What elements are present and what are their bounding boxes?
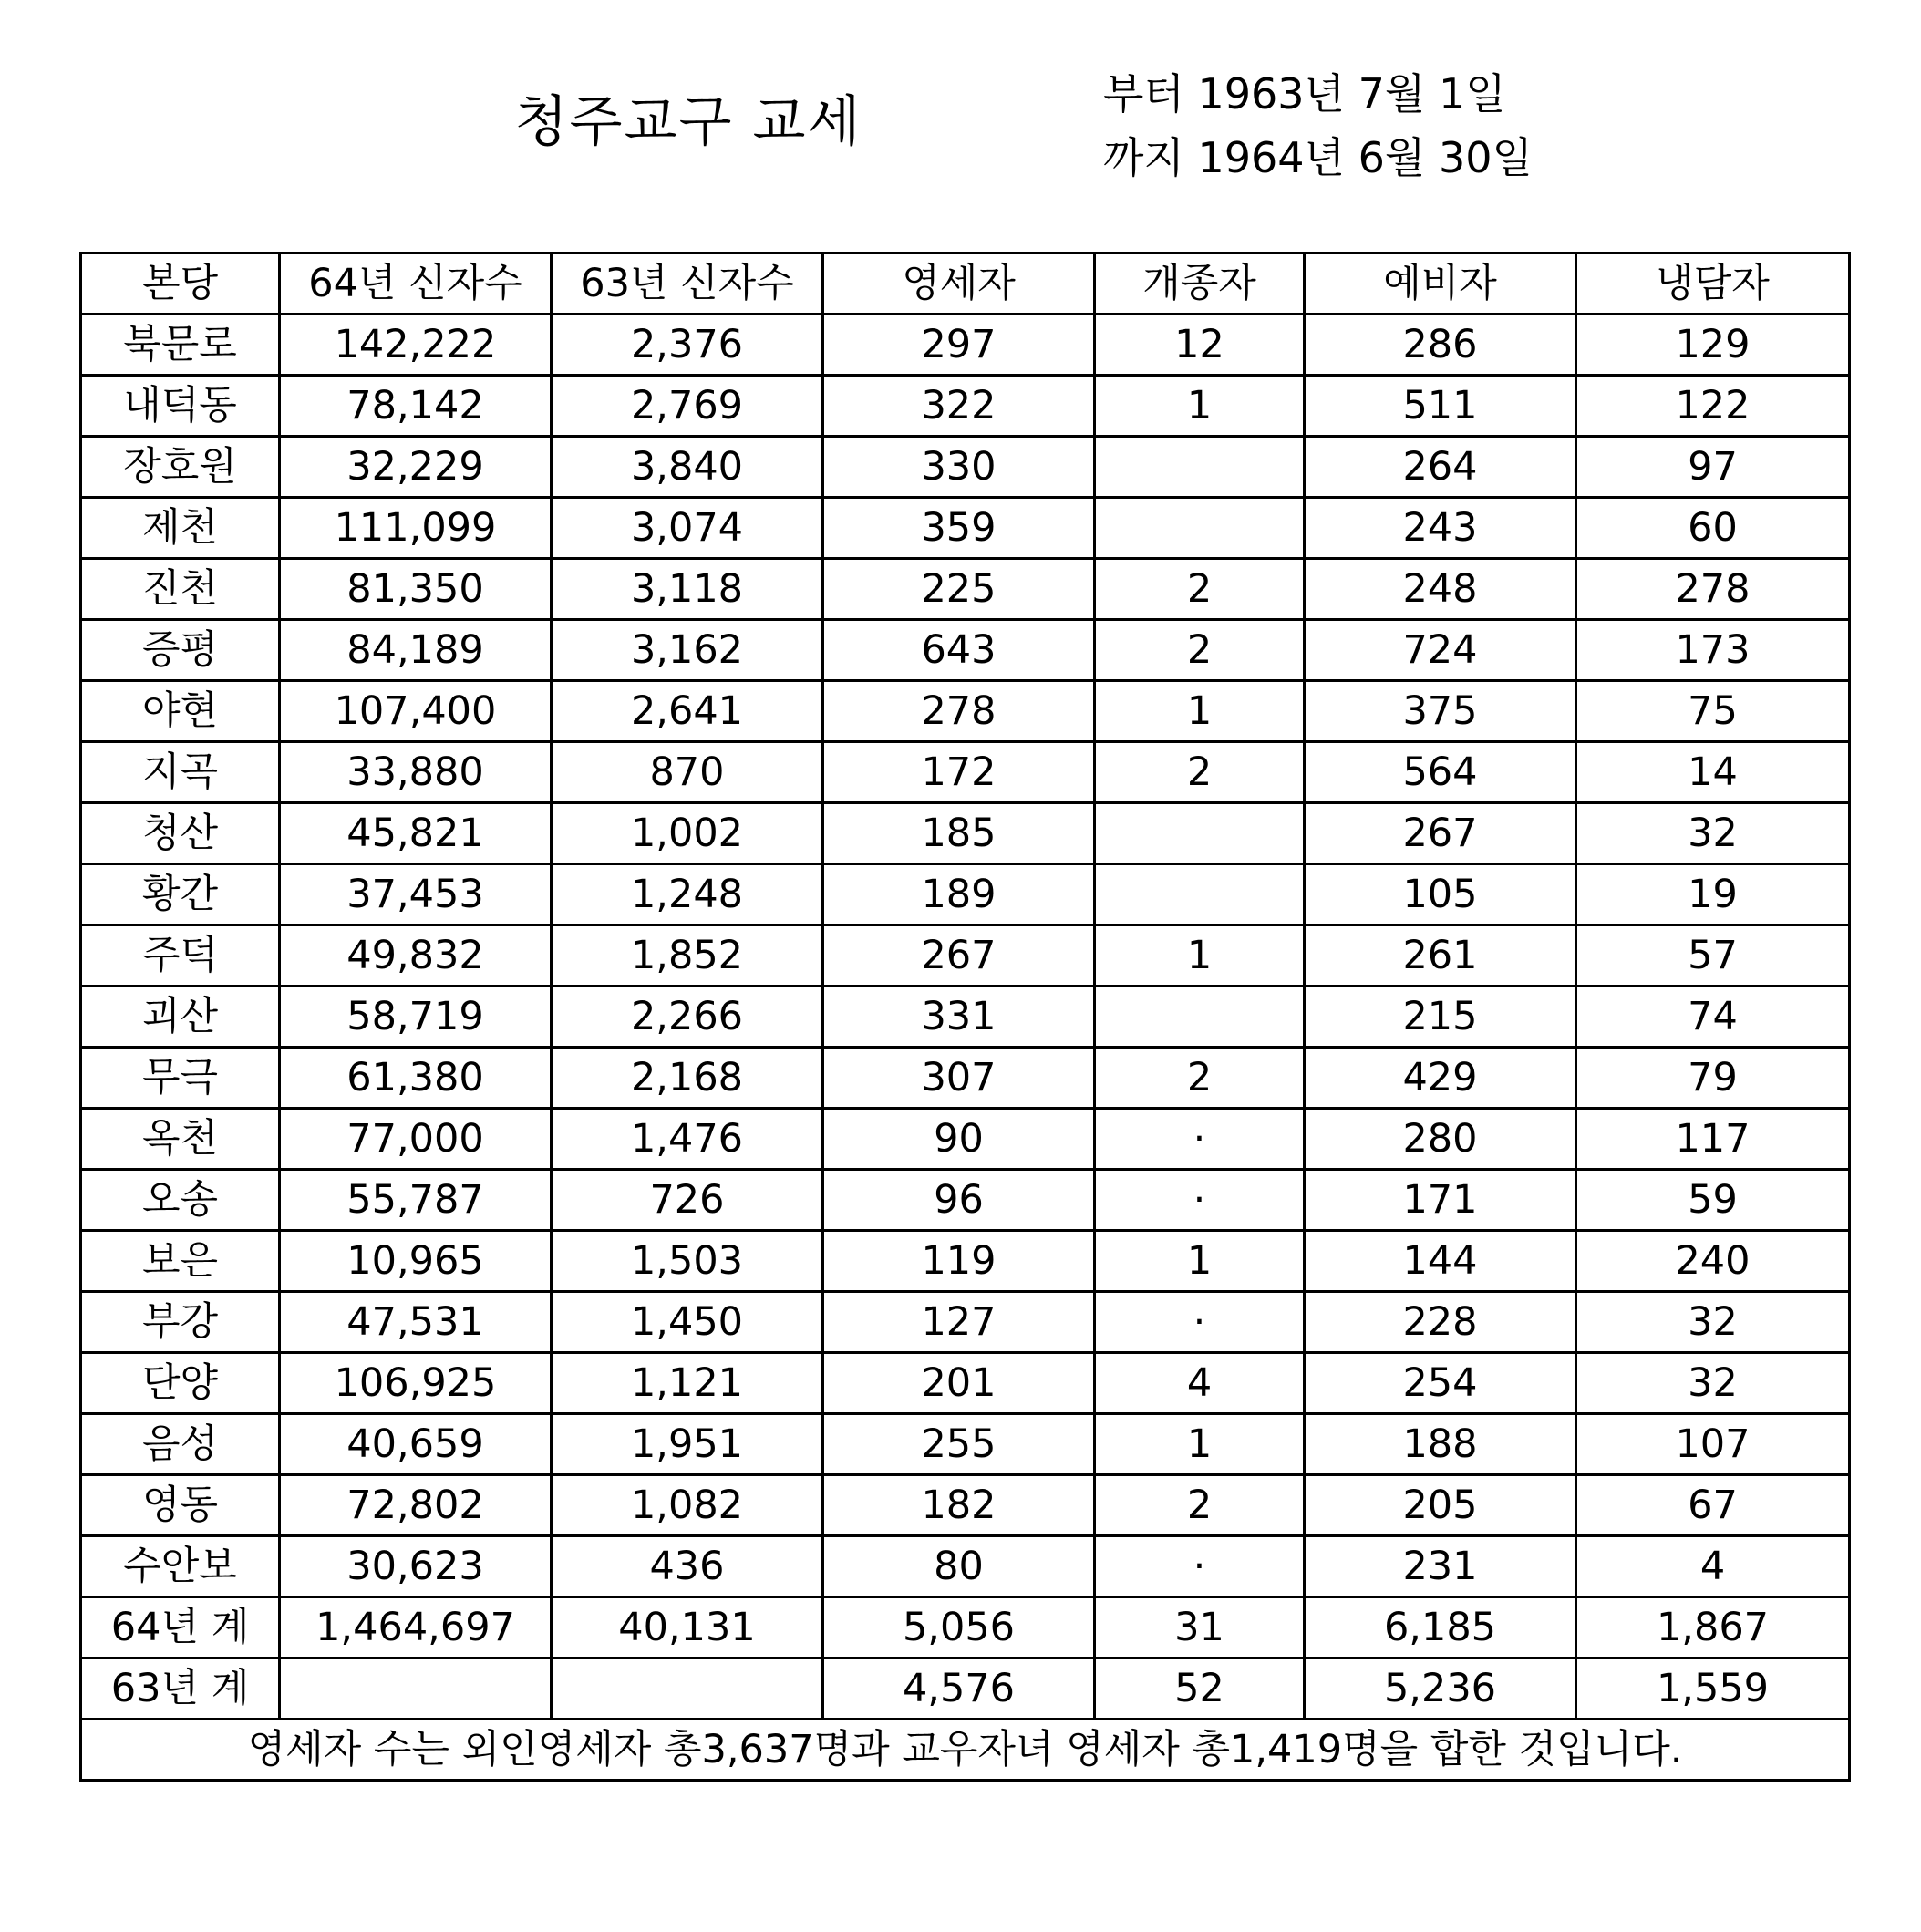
cell-converts: 1 (1095, 925, 1305, 987)
cell-members-63: 1,082 (552, 1475, 823, 1536)
cell-converts (1095, 498, 1305, 559)
cell-parish: 주덕 (81, 925, 280, 987)
cell-catechumens: 205 (1305, 1475, 1576, 1536)
table-row (81, 742, 1850, 803)
cell-baptized: 359 (823, 498, 1095, 559)
table-row (81, 1048, 1850, 1109)
cell-parish: 내덕동 (81, 376, 280, 437)
cell-parish: 무극 (81, 1048, 280, 1109)
cell-members-63: 3,840 (552, 437, 823, 498)
cell-catechumens: 267 (1305, 803, 1576, 864)
cell-catechumens: 375 (1305, 681, 1576, 742)
cell-lapsed: 4 (1576, 1536, 1850, 1597)
cell-parish: 황간 (81, 864, 280, 925)
table-row (81, 315, 1850, 376)
cell-members-63: 726 (552, 1170, 823, 1231)
cell-members-64: 142,222 (280, 315, 552, 376)
header-members-63: 63년 신자수 (552, 253, 823, 315)
page-title: 청주교구 교세 (514, 90, 862, 154)
cell-catechumens: 286 (1305, 315, 1576, 376)
cell-members-63: 1,503 (552, 1231, 823, 1292)
cell-lapsed: 107 (1576, 1414, 1850, 1475)
cell-lapsed: 240 (1576, 1231, 1850, 1292)
cell-catechumens: 6,185 (1305, 1597, 1576, 1658)
cell-members-63: 2,168 (552, 1048, 823, 1109)
table-row (81, 1597, 1850, 1658)
cell-lapsed: 32 (1576, 1292, 1850, 1353)
cell-members-63: 1,951 (552, 1414, 823, 1475)
cell-converts: 4 (1095, 1353, 1305, 1414)
cell-parish: 오송 (81, 1170, 280, 1231)
table-row (81, 1353, 1850, 1414)
table-row (81, 1658, 1850, 1720)
cell-baptized: 185 (823, 803, 1095, 864)
cell-members-64: 107,400 (280, 681, 552, 742)
parish-statistics-table (79, 252, 1851, 1782)
cell-lapsed: 1,559 (1576, 1658, 1850, 1720)
cell-parish: 단양 (81, 1353, 280, 1414)
cell-members-64: 72,802 (280, 1475, 552, 1536)
cell-catechumens: 264 (1305, 437, 1576, 498)
cell-baptized: 307 (823, 1048, 1095, 1109)
cell-baptized: 119 (823, 1231, 1095, 1292)
cell-catechumens: 248 (1305, 559, 1576, 620)
cell-members-63: 2,769 (552, 376, 823, 437)
cell-catechumens: 243 (1305, 498, 1576, 559)
cell-members-64: 10,965 (280, 1231, 552, 1292)
table-row (81, 1109, 1850, 1170)
table-row (81, 864, 1850, 925)
cell-parish: 보은 (81, 1231, 280, 1292)
cell-members-63: 436 (552, 1536, 823, 1597)
cell-parish: 지곡 (81, 742, 280, 803)
cell-converts: · (1095, 1536, 1305, 1597)
cell-converts: 2 (1095, 559, 1305, 620)
cell-converts: · (1095, 1292, 1305, 1353)
cell-parish: 64년 계 (81, 1597, 280, 1658)
cell-catechumens: 511 (1305, 376, 1576, 437)
header-lapsed: 냉담자 (1576, 253, 1850, 315)
table-row (81, 1170, 1850, 1231)
cell-parish: 음성 (81, 1414, 280, 1475)
table-row (81, 987, 1850, 1048)
table-row (81, 681, 1850, 742)
cell-converts: · (1095, 1109, 1305, 1170)
cell-catechumens: 429 (1305, 1048, 1576, 1109)
cell-baptized: 225 (823, 559, 1095, 620)
header-parish: 본당 (81, 253, 280, 315)
cell-lapsed: 1,867 (1576, 1597, 1850, 1658)
cell-converts: 2 (1095, 1048, 1305, 1109)
cell-lapsed: 129 (1576, 315, 1850, 376)
cell-baptized: 330 (823, 437, 1095, 498)
cell-lapsed: 79 (1576, 1048, 1850, 1109)
cell-baptized: 90 (823, 1109, 1095, 1170)
cell-baptized: 297 (823, 315, 1095, 376)
cell-converts: 1 (1095, 376, 1305, 437)
cell-catechumens: 105 (1305, 864, 1576, 925)
cell-lapsed: 75 (1576, 681, 1850, 742)
cell-baptized: 127 (823, 1292, 1095, 1353)
period-to: 까지 1964년 6월 30일 (1103, 133, 1533, 182)
cell-lapsed: 14 (1576, 742, 1850, 803)
cell-members-63: 2,641 (552, 681, 823, 742)
cell-baptized: 278 (823, 681, 1095, 742)
period-from: 부터 1963년 7월 1일 (1103, 69, 1506, 119)
cell-catechumens: 188 (1305, 1414, 1576, 1475)
table-row (81, 437, 1850, 498)
cell-converts: 12 (1095, 315, 1305, 376)
cell-baptized: 201 (823, 1353, 1095, 1414)
cell-lapsed: 122 (1576, 376, 1850, 437)
cell-converts (1095, 864, 1305, 925)
cell-catechumens: 228 (1305, 1292, 1576, 1353)
table-row (81, 803, 1850, 864)
cell-catechumens: 564 (1305, 742, 1576, 803)
cell-members-64 (280, 1658, 552, 1720)
table-row (81, 376, 1850, 437)
header-members-64: 64년 신자수 (280, 253, 552, 315)
cell-converts: 1 (1095, 681, 1305, 742)
cell-members-63: 40,131 (552, 1597, 823, 1658)
cell-members-63: 1,476 (552, 1109, 823, 1170)
table-row (81, 1536, 1850, 1597)
cell-members-64: 84,189 (280, 620, 552, 681)
cell-members-63: 2,266 (552, 987, 823, 1048)
cell-lapsed: 278 (1576, 559, 1850, 620)
cell-parish: 장호원 (81, 437, 280, 498)
cell-lapsed: 97 (1576, 437, 1850, 498)
cell-members-63: 2,376 (552, 315, 823, 376)
cell-converts: 1 (1095, 1414, 1305, 1475)
cell-parish: 수안보 (81, 1536, 280, 1597)
cell-converts: 1 (1095, 1231, 1305, 1292)
cell-converts: 31 (1095, 1597, 1305, 1658)
cell-catechumens: 171 (1305, 1170, 1576, 1231)
cell-converts (1095, 803, 1305, 864)
table-row (81, 925, 1850, 987)
cell-baptized: 182 (823, 1475, 1095, 1536)
cell-catechumens: 231 (1305, 1536, 1576, 1597)
cell-members-63: 3,162 (552, 620, 823, 681)
table-note: 영세자 수는 외인영세자 총3,637명과 교우자녀 영세자 총1,419명을 합한 것입니다. (81, 1720, 1850, 1781)
cell-parish: 영동 (81, 1475, 280, 1536)
table-header-row (81, 253, 1850, 315)
cell-parish: 야현 (81, 681, 280, 742)
cell-lapsed: 59 (1576, 1170, 1850, 1231)
header-baptized: 영세자 (823, 253, 1095, 315)
cell-lapsed: 32 (1576, 803, 1850, 864)
cell-baptized: 172 (823, 742, 1095, 803)
cell-members-64: 55,787 (280, 1170, 552, 1231)
cell-members-64: 49,832 (280, 925, 552, 987)
table-row (81, 1231, 1850, 1292)
cell-members-63: 1,002 (552, 803, 823, 864)
cell-converts: 2 (1095, 1475, 1305, 1536)
cell-lapsed: 19 (1576, 864, 1850, 925)
cell-catechumens: 215 (1305, 987, 1576, 1048)
cell-members-63: 1,121 (552, 1353, 823, 1414)
cell-members-64: 61,380 (280, 1048, 552, 1109)
cell-members-64: 37,453 (280, 864, 552, 925)
cell-converts (1095, 437, 1305, 498)
cell-converts: 2 (1095, 620, 1305, 681)
cell-catechumens: 280 (1305, 1109, 1576, 1170)
cell-catechumens: 144 (1305, 1231, 1576, 1292)
table-row (81, 1414, 1850, 1475)
cell-baptized: 189 (823, 864, 1095, 925)
cell-members-63: 3,074 (552, 498, 823, 559)
cell-parish: 증평 (81, 620, 280, 681)
period-range (1103, 62, 1533, 190)
table-note-row (81, 1720, 1850, 1781)
cell-members-64: 45,821 (280, 803, 552, 864)
cell-baptized: 4,576 (823, 1658, 1095, 1720)
cell-parish: 진천 (81, 559, 280, 620)
cell-parish: 63년 계 (81, 1658, 280, 1720)
cell-members-64: 81,350 (280, 559, 552, 620)
cell-members-64: 33,880 (280, 742, 552, 803)
cell-members-64: 58,719 (280, 987, 552, 1048)
cell-lapsed: 60 (1576, 498, 1850, 559)
cell-members-64: 47,531 (280, 1292, 552, 1353)
cell-parish: 제천 (81, 498, 280, 559)
cell-members-64: 1,464,697 (280, 1597, 552, 1658)
header-converts: 개종자 (1095, 253, 1305, 315)
cell-members-63: 3,118 (552, 559, 823, 620)
cell-baptized: 80 (823, 1536, 1095, 1597)
cell-members-64: 40,659 (280, 1414, 552, 1475)
cell-members-63: 1,248 (552, 864, 823, 925)
cell-members-64: 111,099 (280, 498, 552, 559)
cell-lapsed: 74 (1576, 987, 1850, 1048)
cell-catechumens: 261 (1305, 925, 1576, 987)
cell-parish: 옥천 (81, 1109, 280, 1170)
cell-parish: 부강 (81, 1292, 280, 1353)
cell-members-64: 30,623 (280, 1536, 552, 1597)
cell-members-64: 78,142 (280, 376, 552, 437)
cell-baptized: 322 (823, 376, 1095, 437)
cell-parish: 괴산 (81, 987, 280, 1048)
cell-members-64: 77,000 (280, 1109, 552, 1170)
cell-converts: 2 (1095, 742, 1305, 803)
cell-members-64: 106,925 (280, 1353, 552, 1414)
cell-catechumens: 254 (1305, 1353, 1576, 1414)
table-row (81, 620, 1850, 681)
header-catechumens: 예비자 (1305, 253, 1576, 315)
cell-baptized: 267 (823, 925, 1095, 987)
cell-parish: 청산 (81, 803, 280, 864)
table-row (81, 498, 1850, 559)
cell-members-64: 32,229 (280, 437, 552, 498)
cell-members-63 (552, 1658, 823, 1720)
cell-lapsed: 173 (1576, 620, 1850, 681)
cell-members-63: 1,450 (552, 1292, 823, 1353)
cell-baptized: 331 (823, 987, 1095, 1048)
cell-baptized: 5,056 (823, 1597, 1095, 1658)
table-row (81, 1475, 1850, 1536)
cell-baptized: 96 (823, 1170, 1095, 1231)
cell-members-63: 870 (552, 742, 823, 803)
cell-baptized: 255 (823, 1414, 1095, 1475)
table-row (81, 1292, 1850, 1353)
cell-converts (1095, 987, 1305, 1048)
cell-lapsed: 67 (1576, 1475, 1850, 1536)
cell-baptized: 643 (823, 620, 1095, 681)
table-row (81, 559, 1850, 620)
cell-lapsed: 57 (1576, 925, 1850, 987)
table-body (81, 315, 1850, 1720)
cell-catechumens: 724 (1305, 620, 1576, 681)
cell-lapsed: 117 (1576, 1109, 1850, 1170)
cell-members-63: 1,852 (552, 925, 823, 987)
cell-lapsed: 32 (1576, 1353, 1850, 1414)
cell-parish: 북문로 (81, 315, 280, 376)
cell-converts: · (1095, 1170, 1305, 1231)
cell-converts: 52 (1095, 1658, 1305, 1720)
cell-catechumens: 5,236 (1305, 1658, 1576, 1720)
